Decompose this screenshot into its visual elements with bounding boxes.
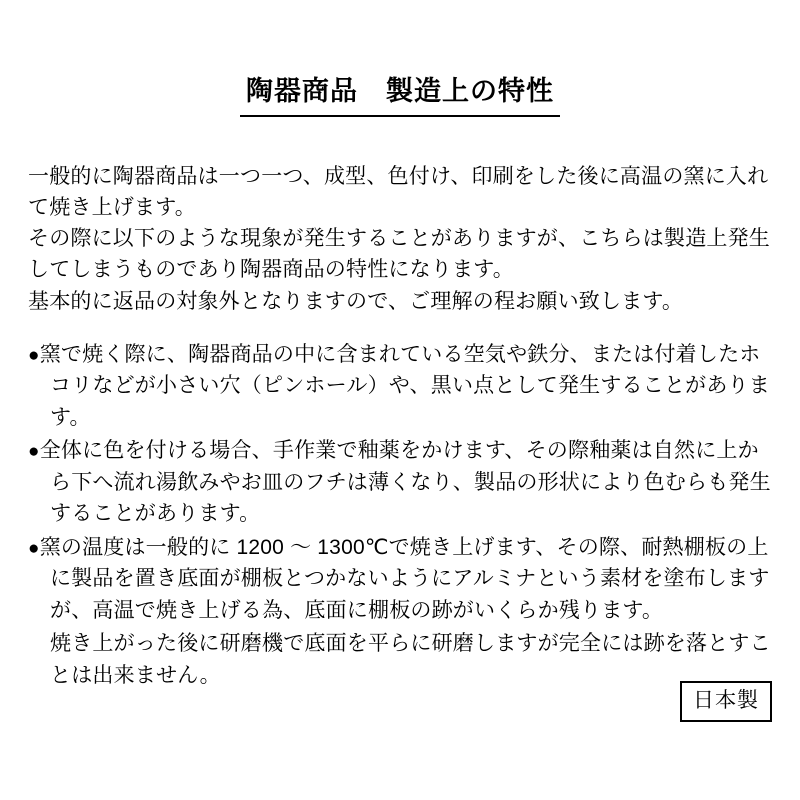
intro-line-3: 基本的に返品の対象外となりますので、ご理解の程お願い致します。 [28, 289, 684, 313]
list-item-text: 全体に色を付ける場合、手作業で釉薬をかけます、その際釉薬は自然に上から下へ流れ湯飲みやお皿のフチは薄くなり、製品の形状により色むらも発生することがあります。 [39, 439, 771, 526]
bullet-marker-icon: ● [28, 537, 40, 559]
page-title-container [28, 56, 772, 135]
list-item [28, 339, 772, 434]
intro-line-1: 一般的に陶器商品は一つ一つ、成型、色付け、印刷をした後に高温の窯に入れて焼き上げます。 [28, 165, 769, 220]
page-title: 陶器商品 製造上の特性 [240, 74, 560, 117]
list-item-text: 窯の温度は一般的に 1200 ～ 1300℃で焼き上げます、その際、耐熱棚板の上に製品を置き底面が棚板とつかないようにアルミナという素材を塗布しますが、高温で焼き上げる為、底面に棚板の跡がいくらか残ります。 [39, 535, 770, 622]
list-item [28, 532, 772, 627]
characteristics-list [28, 339, 772, 627]
bullet-marker-icon: ● [28, 344, 40, 366]
intro-paragraphs [28, 161, 772, 316]
intro-line-2: その際に以下のような現象が発生することがありますが、こちらは製造上発生してしまうものであり陶器商品の特性になります。 [28, 227, 770, 282]
made-in-japan-badge: 日本製 [680, 681, 772, 722]
list-item-text: 窯で焼く際に、陶器商品の中に含まれている空気や鉄分、または付着したホコリなどが小さい穴（ピンホール）や、黒い点として発生することがあります。 [39, 342, 770, 429]
closing-note: 焼き上がった後に研磨機で底面を平らに研磨しますが完全には跡を落とすことは出来ません。 [50, 632, 771, 687]
list-item [28, 435, 772, 530]
bullet-marker-icon: ● [28, 441, 40, 463]
